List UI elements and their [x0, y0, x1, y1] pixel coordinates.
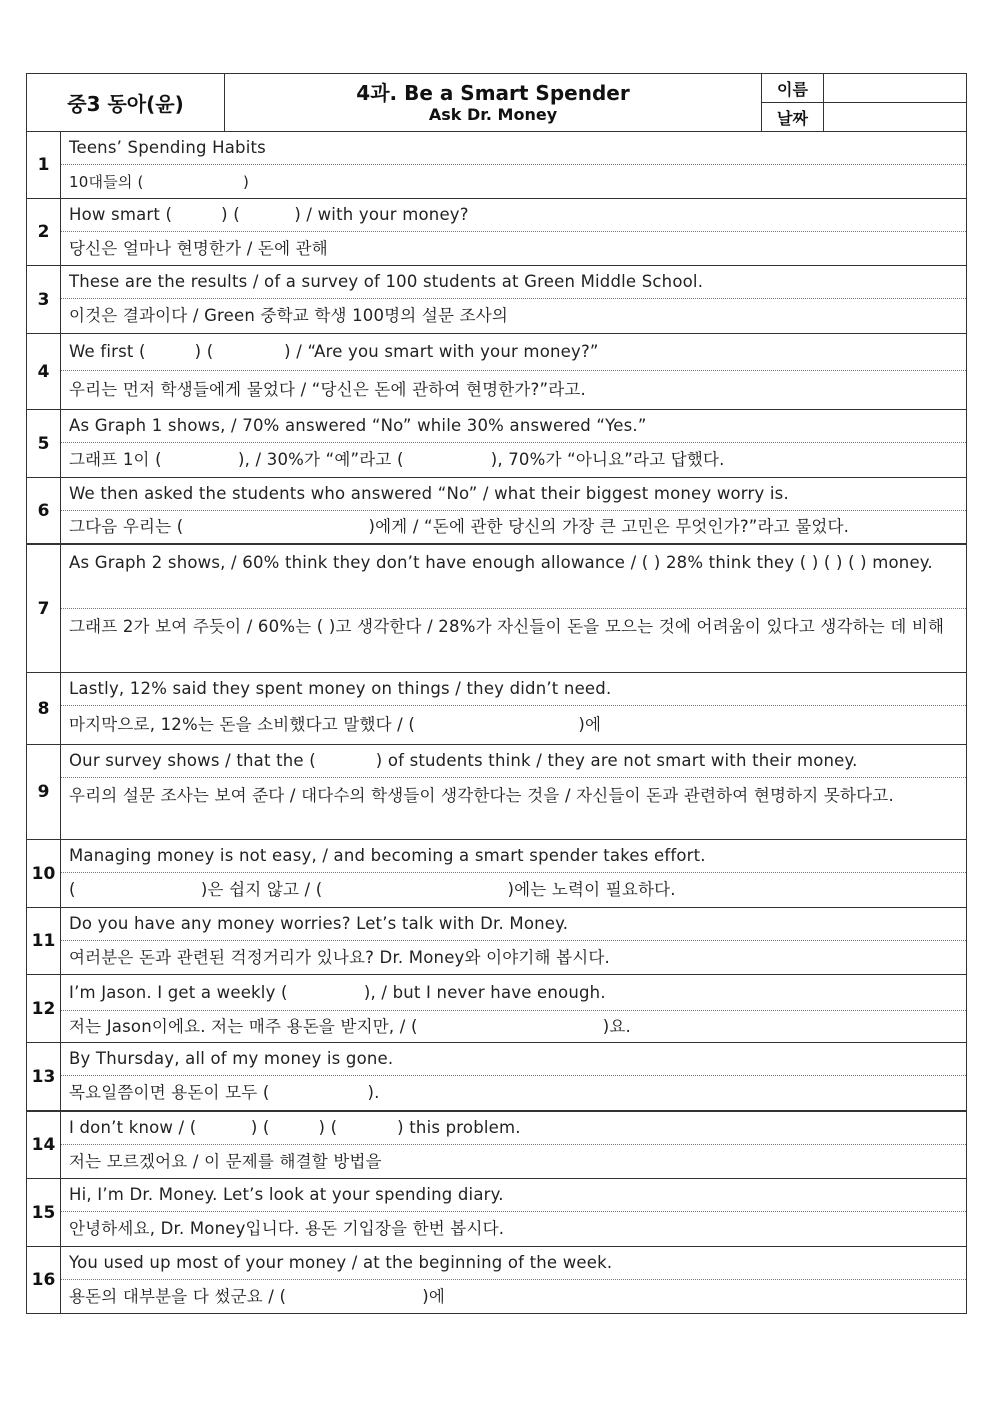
row-number: 7 [27, 545, 61, 672]
sentence-rows [27, 132, 966, 1313]
sentence-row-7 [27, 545, 966, 673]
english-sentence: Hi, I’m Dr. Money. Let’s look at your spending diary. [61, 1179, 966, 1212]
row-cells [61, 908, 966, 974]
korean-translation: 이것은 결과이다 / Green 중학교 학생 100명의 설문 조사의 [69, 306, 509, 325]
sentence-row-10 [27, 840, 966, 908]
row-cells [61, 334, 966, 409]
row-cells [61, 1247, 966, 1313]
korean-translation: 목요일쯤이면 용돈이 모두 ( ). [69, 1083, 380, 1102]
sentence-row-13 [27, 1043, 966, 1112]
row-cells [61, 410, 966, 477]
row-number: 14 [27, 1112, 61, 1178]
korean-translation: 저는 Jason이에요. 저는 매주 용돈을 받지만, / ( )요. [69, 1016, 631, 1036]
lesson-title-cell [225, 74, 762, 131]
english-sentence: Do you have any money worries? Let’s talk with Dr. Money. [61, 908, 966, 941]
sentence-row-6 [27, 478, 966, 545]
row-cells [61, 132, 966, 198]
english-sentence: I’m Jason. I get a weekly ( ), / but I never have enough. [61, 975, 966, 1011]
korean-translation: 10대들의 ( ) [69, 172, 249, 191]
english-sentence: By Thursday, all of my money is gone. [61, 1043, 966, 1076]
korean-translation: 저는 모르겠어요 / 이 문제를 해결할 방법을 [69, 1151, 382, 1171]
row-number: 4 [27, 334, 61, 409]
row-number: 10 [27, 840, 61, 907]
row-cells [61, 745, 966, 839]
sentence-row-8 [27, 673, 966, 745]
school-label: 중3 동아(윤) [27, 74, 225, 131]
english-sentence: These are the results / of a survey of 100 students at Green Middle School. [61, 266, 966, 299]
english-sentence: Managing money is not easy, / and becoming a smart spender takes effort. [61, 840, 966, 873]
student-info [762, 74, 966, 131]
korean-translation: 우리의 설문 조사는 보여 준다 / 대다수의 학생들이 생각한다는 것을 / 자신들이 돈과 관련하여 현명하지 못하다고. [69, 786, 894, 805]
row-cells [61, 545, 966, 672]
korean-translation: 당신은 얼마나 현명한가 / 돈에 관해 [69, 238, 328, 258]
row-cells [61, 673, 966, 744]
english-sentence: We first ( ) ( ) / “Are you smart with your money?” [61, 334, 966, 371]
korean-translation: 마지막으로, 12%는 돈을 소비했다고 말했다 / ( )에 [69, 715, 602, 734]
row-number: 6 [27, 478, 61, 543]
lesson-subtitle: Ask Dr. Money [428, 104, 558, 124]
name-field-row [762, 74, 966, 102]
english-sentence: Lastly, 12% said they spent money on things / they didn’t need. [61, 673, 966, 706]
row-cells [61, 478, 966, 543]
sentence-row-2 [27, 199, 966, 266]
row-cells [61, 199, 966, 265]
sentence-row-14 [27, 1112, 966, 1179]
sentence-row-9 [27, 745, 966, 840]
sentence-row-16 [27, 1247, 966, 1313]
english-sentence: We then asked the students who answered “No” / what their biggest money worry is. [61, 478, 966, 511]
row-cells [61, 1179, 966, 1246]
sentence-row-15 [27, 1179, 966, 1247]
english-sentence: Teens’ Spending Habits [61, 132, 966, 165]
english-sentence: I don’t know / ( ) ( ) ( ) this problem. [61, 1112, 966, 1145]
english-sentence: Our survey shows / that the ( ) of students think / they are not smart with their money. [61, 745, 966, 778]
sentence-row-5 [27, 410, 966, 478]
english-sentence: As Graph 1 shows, / 70% answered “No” while 30% answered “Yes.” [61, 410, 966, 443]
row-cells [61, 975, 966, 1042]
row-cells [61, 1112, 966, 1178]
korean-translation: 그다음 우리는 ( )에게 / “돈에 관한 당신의 가장 큰 고민은 무엇인가?”라고 물었다. [69, 517, 850, 536]
row-number: 1 [27, 132, 61, 198]
row-number: 9 [27, 745, 61, 839]
korean-translation: 우리는 먼저 학생들에게 물었다 / “당신은 돈에 관하여 현명한가?”라고. [69, 380, 586, 399]
sentence-row-4 [27, 334, 966, 410]
korean-translation: 그래프 1이 ( ), / 30%가 “예”라고 ( ), 70%가 “아니요”라고 답했다. [69, 450, 725, 469]
worksheet-table [26, 73, 967, 1314]
row-number: 12 [27, 975, 61, 1042]
row-number: 5 [27, 410, 61, 477]
korean-translation: ( )은 쉽지 않고 / ( )에는 노력이 필요하다. [69, 880, 676, 899]
row-number: 16 [27, 1247, 61, 1313]
lesson-title: 4과. Be a Smart Spender [356, 80, 630, 105]
date-field-row [762, 102, 966, 131]
korean-translation: 용돈의 대부분을 다 썼군요 / ( )에 [69, 1286, 446, 1306]
row-number: 3 [27, 266, 61, 333]
row-number: 13 [27, 1043, 61, 1110]
row-cells [61, 1043, 966, 1110]
date-field[interactable] [824, 103, 966, 131]
korean-translation: 여러분은 돈과 관련된 걱정거리가 있나요? Dr. Money와 이야기해 봅시다. [69, 947, 610, 967]
sentence-row-3 [27, 266, 966, 334]
row-number: 2 [27, 199, 61, 265]
row-number: 11 [27, 908, 61, 974]
korean-translation: 그래프 2가 보여 주듯이 / 60%는 ( )고 생각한다 / 28%가 자신들이 돈을 모으는 것에 어려움이 있다고 생각하는 데 비해 [69, 617, 945, 636]
korean-translation: 안녕하세요, Dr. Money입니다. 용돈 기입장을 한번 봅시다. [69, 1219, 505, 1238]
sentence-row-12 [27, 975, 966, 1043]
english-sentence: As Graph 2 shows, / 60% think they don’t have enough allowance / ( ) 28% think they ( ) ( ) ( ) money. [61, 545, 966, 609]
sentence-row-1 [27, 132, 966, 199]
english-sentence: How smart ( ) ( ) / with your money? [61, 199, 966, 232]
english-sentence: You used up most of your money / at the beginning of the week. [61, 1247, 966, 1280]
date-label: 날짜 [762, 103, 824, 131]
worksheet-header [27, 74, 966, 132]
row-cells [61, 266, 966, 333]
row-number: 15 [27, 1179, 61, 1246]
name-field[interactable] [824, 74, 966, 102]
row-cells [61, 840, 966, 907]
name-label: 이름 [762, 74, 824, 102]
sentence-row-11 [27, 908, 966, 975]
row-number: 8 [27, 673, 61, 744]
